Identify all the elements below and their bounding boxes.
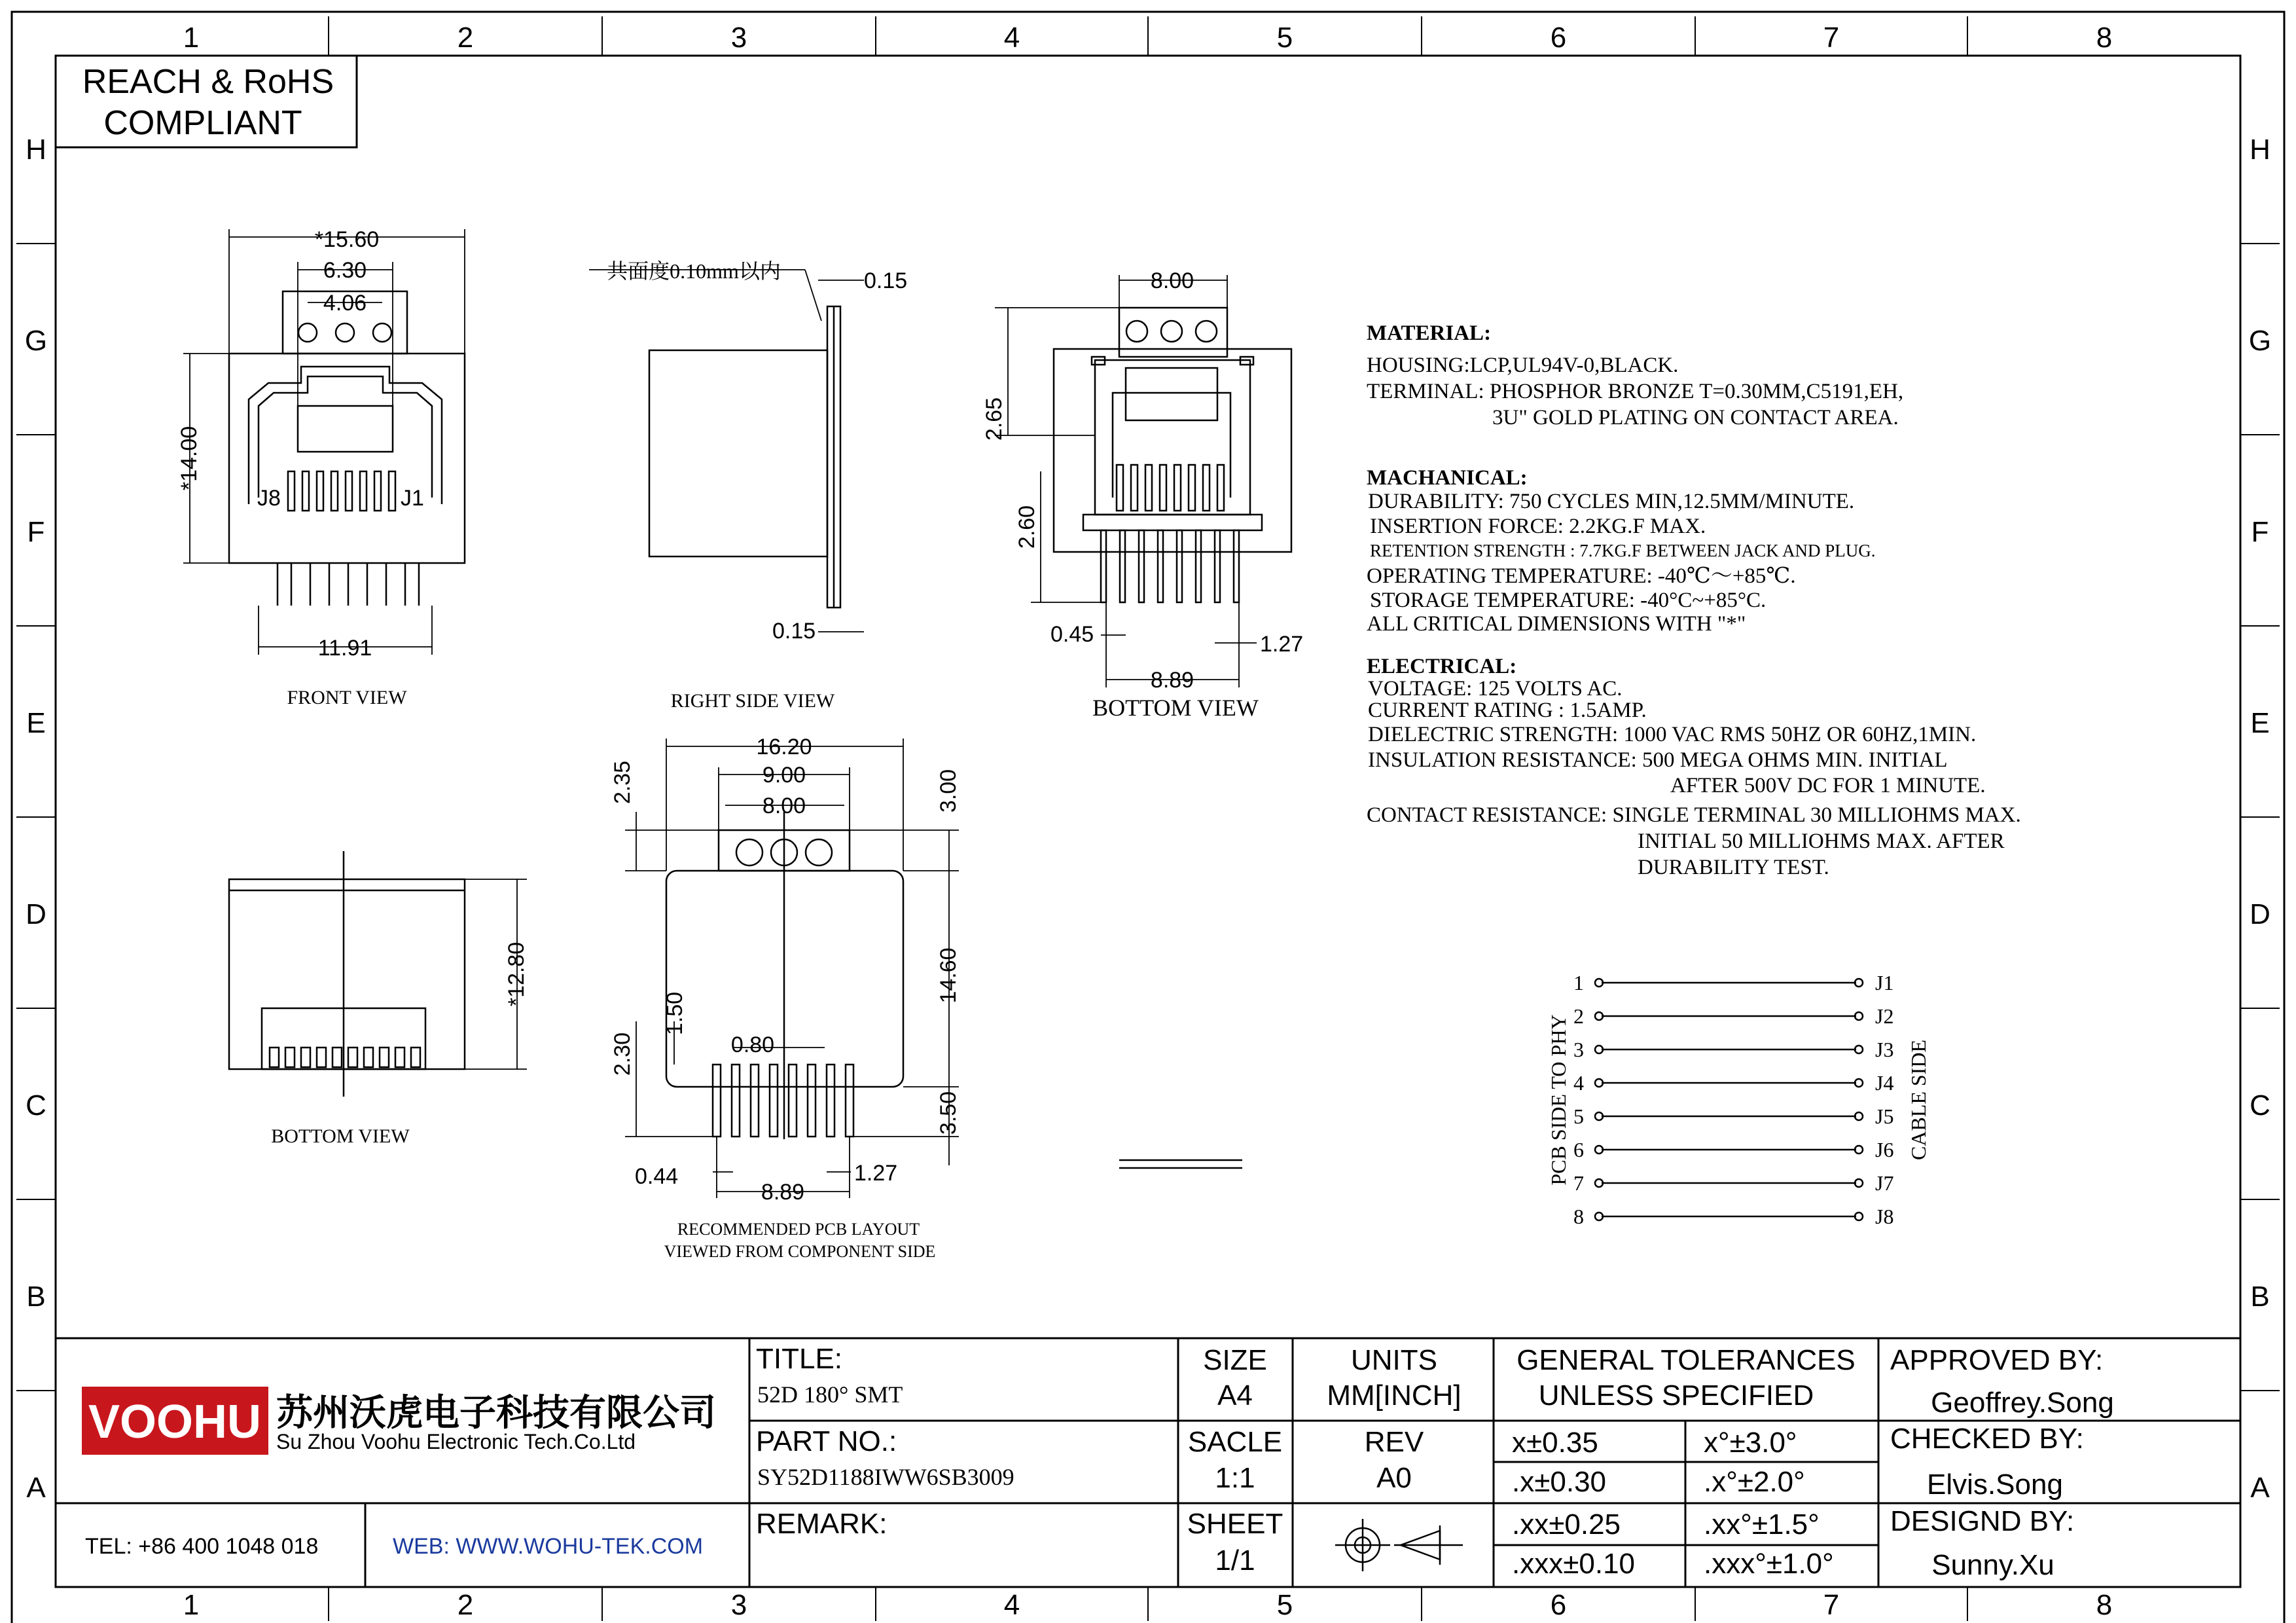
wire-right-1: J1: [1875, 971, 1894, 994]
row-label-h-r: H: [2250, 134, 2270, 166]
col-label-1: 1: [183, 22, 200, 54]
col-label-2: 2: [457, 22, 474, 54]
part-no-value: SY52D1188IWW6SB3009: [757, 1464, 1014, 1490]
designed-label: DESIGND BY:: [1890, 1505, 2075, 1537]
bv-pcb-plate: [1083, 515, 1262, 530]
row-label-f-r: F: [2251, 516, 2269, 548]
row-label-c-r: C: [2250, 1089, 2270, 1122]
row-label-b: B: [26, 1281, 46, 1313]
col-label-7: 7: [1823, 22, 1840, 54]
wire-left-6: 6: [1573, 1138, 1584, 1161]
col-label-8b: 8: [2096, 1589, 2113, 1621]
col-label-8: 8: [2096, 22, 2113, 54]
part-no-label: PART NO.:: [756, 1425, 897, 1457]
projection-symbol-icon: [1335, 1519, 1463, 1571]
front-led-2: [336, 323, 354, 342]
spec-mech-2: INSERTION FORCE: 2.2KG.F MAX.: [1370, 515, 1706, 538]
pcb-dim-h6: 3.50: [936, 1091, 961, 1135]
center-mark: [1119, 1160, 1242, 1168]
rev-value: A0: [1376, 1462, 1412, 1494]
spec-elec-5: AFTER 500V DC FOR 1 MINUTE.: [1670, 774, 1986, 797]
blv-teeth: [270, 1048, 420, 1067]
spec-material-2: TERMINAL: PHOSPHOR BRONZE T=0.30MM,C5191,EH,: [1367, 380, 1904, 403]
tol-angle-1: .x°±2.0°: [1704, 1466, 1805, 1498]
row-label-e: E: [26, 707, 46, 739]
pcb-dim-h5: 2.30: [610, 1032, 635, 1076]
blv-housing: [229, 879, 465, 1069]
row-label-a: A: [26, 1472, 46, 1504]
wire-left-8: 8: [1573, 1205, 1584, 1228]
bv-caption: BOTTOM VIEW: [1092, 695, 1259, 721]
right-dim-top: 0.15: [864, 268, 908, 293]
front-dim-pitch: 4.06: [323, 291, 367, 316]
company-name-cn: 苏州沃虎电子科技有限公司: [276, 1392, 716, 1433]
remark-label: REMARK:: [756, 1508, 888, 1540]
front-contacts: [288, 471, 395, 511]
front-housing: [229, 354, 465, 563]
spec-elec-2: CURRENT RATING : 1.5AMP.: [1368, 699, 1647, 722]
wiring-pin-labels: [1547, 971, 1930, 1228]
pcb-labels: [610, 735, 961, 1205]
tol-linear-3: .xxx±0.10: [1512, 1548, 1636, 1580]
sheet-value: 1/1: [1215, 1544, 1255, 1577]
tol-angle-2: .xx°±1.5°: [1704, 1508, 1820, 1541]
bv-latch: [1126, 368, 1217, 420]
tol-linear-0: x±0.35: [1512, 1427, 1598, 1459]
bv-dim-top: 8.00: [1150, 268, 1194, 293]
wire-left-3: 3: [1573, 1038, 1584, 1061]
spec-material-3: 3U" GOLD PLATING ON CONTACT AREA.: [1492, 406, 1899, 429]
right-view-caption: RIGHT SIDE VIEW: [670, 690, 835, 712]
row-label-a-r: A: [2250, 1472, 2270, 1504]
wire-right-4: J4: [1875, 1071, 1894, 1095]
spec-elec-7: INITIAL 50 MILLIOHMS MAX. AFTER: [1638, 830, 2005, 853]
col-label-3b: 3: [730, 1589, 747, 1621]
bv-dim-h2: 2.60: [1014, 505, 1039, 549]
blv-dim-height: *12.80: [504, 941, 529, 1007]
bv-contacts: [1117, 465, 1224, 511]
wiring-lines: [1595, 979, 1863, 1220]
spec-mech-6: ALL CRITICAL DIMENSIONS WITH "*": [1367, 612, 1746, 636]
front-dim-width: *15.60: [314, 227, 380, 252]
front-dim-inner: 6.30: [323, 258, 367, 283]
front-label-j8: J8: [257, 486, 281, 511]
bottom-view-top: [995, 275, 1291, 687]
col-label-1b: 1: [183, 1589, 200, 1621]
pcb-dim-h3: 14.60: [936, 947, 961, 1004]
bv-dim-h1: 2.65: [982, 397, 1007, 441]
company-web: WEB: WWW.WOHU-TEK.COM: [393, 1534, 704, 1559]
company-tel: TEL: +86 400 1048 018: [85, 1534, 319, 1559]
pcb-dim-w2: 9.00: [762, 763, 806, 788]
company-logo: [82, 1387, 716, 1455]
col-label-4b: 4: [1003, 1589, 1020, 1621]
tol-linear-2: .xx±0.25: [1512, 1508, 1621, 1541]
approved-value: Geoffrey.Song: [1931, 1387, 2114, 1419]
row-label-b-r: B: [2250, 1281, 2270, 1313]
spec-mech-4: OPERATING TEMPERATURE: -40℃～+85℃.: [1367, 564, 1796, 588]
spec-elec-6: CONTACT RESISTANCE: SINGLE TERMINAL 30 MILLIOHMS MAX.: [1367, 803, 2021, 827]
right-dimensions: [589, 270, 864, 632]
pcb-dim-pinw: 0.44: [635, 1164, 679, 1189]
pcb-caption-2: VIEWED FROM COMPONENT SIDE: [664, 1242, 936, 1261]
tol-angle-0: x°±3.0°: [1704, 1427, 1797, 1459]
row-label-f: F: [27, 516, 45, 548]
spec-mech-1: DURABILITY: 750 CYCLES MIN,12.5MM/MINUTE.: [1368, 490, 1855, 513]
col-label-3: 3: [730, 22, 747, 54]
pcb-dim-pad: 0.80: [730, 1032, 775, 1057]
front-led-1: [298, 323, 317, 342]
designed-value: Sunny.Xu: [1931, 1549, 2054, 1581]
col-label-5: 5: [1276, 22, 1293, 54]
title-value: 52D 180° SMT: [757, 1381, 903, 1408]
bottom-view-left: [229, 851, 527, 1097]
pcb-dim-h1: 2.35: [610, 760, 635, 805]
spec-elec-4: INSULATION RESISTANCE: 500 MEGA OHMS MIN. INITIAL: [1368, 748, 1948, 772]
spec-mech-heading: MACHANICAL:: [1367, 466, 1528, 490]
spec-material-heading: MATERIAL:: [1367, 321, 1492, 345]
pcb-dim-w1: 16.20: [756, 735, 812, 759]
size-label: SIZE: [1203, 1344, 1267, 1376]
specifications: [1367, 321, 2021, 879]
right-dim-bottom: 0.15: [772, 619, 816, 644]
bv-labels: [982, 268, 1303, 693]
pcb-dim-w3: 8.00: [762, 793, 806, 818]
col-label-5b: 5: [1276, 1589, 1293, 1621]
wire-right-2: J2: [1875, 1004, 1894, 1028]
wire-right-3: J3: [1875, 1038, 1894, 1061]
front-pins: [278, 563, 419, 606]
right-body: [649, 350, 827, 556]
tol-angle-3: .xxx°±1.0°: [1704, 1548, 1834, 1580]
wire-left-label: PCB SIDE TO PHY: [1547, 1014, 1570, 1186]
tolerance-title-1: GENERAL TOLERANCES: [1516, 1344, 1856, 1376]
col-label-6b: 6: [1550, 1589, 1567, 1621]
bv-dim-pin: 0.45: [1050, 622, 1094, 647]
pcb-dim-h4: 1.50: [662, 991, 687, 1036]
size-value: A4: [1217, 1379, 1253, 1412]
wire-right-7: J7: [1875, 1171, 1894, 1195]
wire-left-4: 4: [1573, 1071, 1584, 1095]
company-name-en: Su Zhou Voohu Electronic Tech.Co.Ltd: [276, 1430, 636, 1453]
wire-right-label: CABLE SIDE: [1907, 1040, 1930, 1160]
pcb-dim-pitch: 1.27: [854, 1161, 898, 1186]
col-label-6: 6: [1550, 22, 1567, 54]
spec-elec-1: VOLTAGE: 125 VOLTS AC.: [1368, 677, 1623, 701]
row-label-d-r: D: [2250, 898, 2270, 930]
wiring-diagram: [1547, 971, 1930, 1228]
front-dim-height: *14.00: [177, 426, 202, 491]
wire-left-2: 2: [1573, 1004, 1584, 1028]
logo-text: VOOHU: [88, 1396, 262, 1448]
scale-value: 1:1: [1215, 1462, 1255, 1494]
front-dim-pins: 11.91: [317, 636, 372, 661]
wire-left-5: 5: [1573, 1104, 1584, 1128]
compliance-box: [56, 56, 357, 147]
tolerance-title-2: UNLESS SPECIFIED: [1538, 1379, 1814, 1412]
bv-housing: [1054, 349, 1291, 552]
spec-material-1: HOUSING:LCP,UL94V-0,BLACK.: [1367, 354, 1679, 377]
units-value: MM[INCH]: [1327, 1379, 1462, 1412]
front-led-3: [373, 323, 391, 342]
rev-label: REV: [1364, 1426, 1424, 1458]
checked-value: Elvis.Song: [1927, 1468, 2063, 1501]
col-label-4: 4: [1003, 22, 1020, 54]
bv-dim-pitch: 1.27: [1260, 632, 1304, 657]
sheet-label: SHEET: [1187, 1508, 1283, 1540]
right-view-labels: [607, 259, 907, 712]
right-side-view: [589, 270, 864, 632]
spec-elec-8: DURABILITY TEST.: [1638, 856, 1829, 879]
wire-right-6: J6: [1875, 1138, 1894, 1161]
bv-dim-span: 8.89: [1150, 668, 1194, 693]
spec-mech-5: STORAGE TEMPERATURE: -40°C~+85°C.: [1370, 589, 1767, 612]
approved-label: APPROVED BY:: [1890, 1344, 2104, 1376]
spec-mech-3: RETENTION STRENGTH : 7.7KG.F BETWEEN JACK AND PLUG.: [1370, 541, 1876, 560]
front-view-caption: FRONT VIEW: [287, 687, 407, 708]
tol-linear-1: .x±0.30: [1512, 1466, 1607, 1498]
spec-elec-3: DIELECTRIC STRENGTH: 1000 VAC RMS 50HZ OR 60HZ,1MIN.: [1368, 723, 1977, 746]
spec-elec-heading: ELECTRICAL:: [1367, 655, 1517, 678]
row-label-g-r: G: [2248, 325, 2272, 357]
wire-right-8: J8: [1875, 1205, 1894, 1228]
bv-pins: [1101, 530, 1239, 602]
wire-left-7: 7: [1573, 1171, 1584, 1195]
pcb-dim-h2: 3.00: [936, 769, 961, 813]
pcb-dim-span: 8.89: [761, 1180, 805, 1205]
col-label-7b: 7: [1823, 1589, 1840, 1621]
scale-label: SACLE: [1187, 1426, 1283, 1458]
right-flatness-note: 共面度0.10mm以内: [607, 259, 781, 283]
pcb-pads: [713, 1065, 853, 1137]
checked-label: CHECKED BY:: [1890, 1423, 2084, 1455]
blv-caption: BOTTOM VIEW: [271, 1125, 410, 1147]
title-label: TITLE:: [756, 1343, 843, 1375]
units-label: UNITS: [1351, 1344, 1437, 1376]
row-label-h: H: [26, 134, 46, 166]
front-latch: [298, 406, 393, 452]
row-label-g: G: [24, 325, 48, 357]
pcb-caption-1: RECOMMENDED PCB LAYOUT: [677, 1220, 920, 1239]
wire-left-1: 1: [1573, 971, 1584, 994]
compliance-line-2: COMPLIANT: [103, 104, 302, 142]
front-label-j1: J1: [401, 486, 424, 511]
compliance-line-1: REACH & RoHS: [82, 63, 334, 101]
bv-port: [1095, 360, 1250, 515]
wire-right-5: J5: [1875, 1104, 1894, 1128]
row-label-e-r: E: [2250, 707, 2270, 739]
col-label-2b: 2: [457, 1589, 474, 1621]
row-label-c: C: [26, 1089, 46, 1122]
row-label-d: D: [26, 898, 46, 930]
